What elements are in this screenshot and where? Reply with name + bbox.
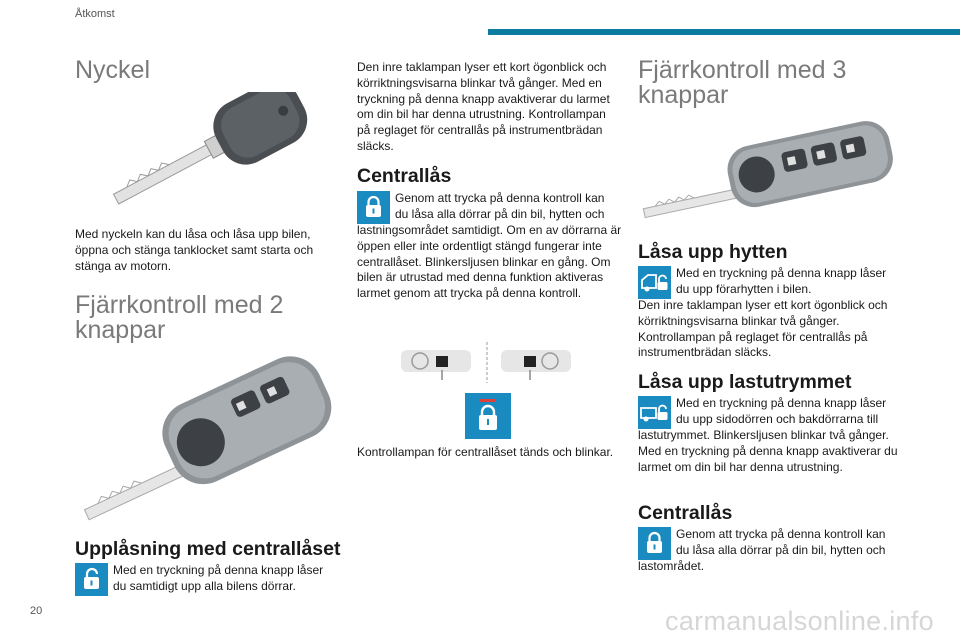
central-lock-2-line2: du låsa alla dörrar på din bil, hytten och bbox=[676, 543, 886, 557]
heading-unlock-central: Upplåsning med centrallåset bbox=[75, 538, 341, 560]
unlock-icon bbox=[75, 563, 108, 596]
central-lock-2-line1: Genom att trycka på denna kontroll kan bbox=[676, 527, 886, 541]
cab-line2: du upp förarhytten i bilen. bbox=[676, 282, 812, 296]
key-illustration bbox=[110, 92, 315, 207]
dashboard-indicator-illustration bbox=[398, 340, 576, 385]
central-lock-indicator-icon bbox=[465, 393, 511, 439]
cab-paragraph: Den inre taklampan lyser ett kort ögonblick och körriktningsvisarna blinkar två gånger. Kontrollampan på reglaget för centrallås på instrumentbrädan släcks. bbox=[638, 298, 888, 360]
remote-3-button-illustration bbox=[638, 120, 900, 220]
cab-line1: Med en tryckning på denna knapp låser bbox=[676, 266, 887, 280]
heading-unlock-cargo: Låsa upp lastutrymmet bbox=[638, 371, 852, 393]
central-lock-2-paragraph: lastområdet. bbox=[638, 559, 705, 573]
cargo-line1: Med en tryckning på denna knapp låser bbox=[676, 396, 887, 410]
remote-2-button-illustration bbox=[75, 352, 337, 522]
header-accent-bar bbox=[488, 29, 960, 35]
key-description: Med nyckeln kan du låsa och låsa upp bilen, öppna och stänga tanklocket samt starta och stänga av motorn. bbox=[75, 227, 314, 273]
unlock-central-line2: du samtidigt upp alla bilens dörrar. bbox=[113, 579, 296, 593]
lock-icon-2 bbox=[638, 527, 671, 560]
title-remote-3-line1: Fjärrkontroll med 3 bbox=[638, 56, 847, 84]
watermark: carmanualsonline.info bbox=[665, 606, 934, 636]
page-number: 20 bbox=[30, 605, 43, 617]
title-remote-2-line2: knappar bbox=[75, 316, 166, 344]
intro-paragraph: Den inre taklampan lyser ett kort ögonblick och körriktningsvisarna blinkar två gånger. Med en tryckning på denna knapp avaktiverar du larmet om din bil har denna utrustning. Kontrollampan på reglaget för centrallås på instrumentbrädan släcks. bbox=[357, 60, 610, 153]
heading-central-lock: Centrallås bbox=[357, 165, 452, 187]
central-lock-line1: Genom att trycka på denna kontroll kan bbox=[395, 191, 605, 205]
cargo-line2: du upp sidodörren och bakdörrarna till bbox=[676, 412, 879, 426]
cargo-paragraph: lastutrymmet. Blinkersljusen blinkar två gånger. Med en tryckning på denna knapp avaktiverar du larmet om din bil har denna utrustning. bbox=[638, 428, 898, 474]
heading-central-lock-2: Centrallås bbox=[638, 502, 733, 524]
lock-icon bbox=[357, 191, 390, 224]
central-lock-line2: du låsa alla dörrar på din bil, hytten och bbox=[395, 207, 605, 221]
cargo-unlock-icon bbox=[638, 396, 671, 429]
running-header: Åtkomst bbox=[75, 8, 115, 20]
central-lock-paragraph: lastningsområdet samtidigt. Om en av dörrarna är öppen eller inte ordentligt stängd fungerar inte centrallåset. Blinkersljusen blinkar en gång. Om bilen är utrustad med denna funktion aktiveras larmet genom att trycka på denna kontroll. bbox=[357, 223, 622, 301]
cab-unlock-icon bbox=[638, 266, 671, 299]
title-key: Nyckel bbox=[75, 56, 151, 84]
heading-unlock-cab: Låsa upp hytten bbox=[638, 241, 788, 263]
title-remote-2-line1: Fjärrkontroll med 2 bbox=[75, 291, 284, 319]
indicator-caption: Kontrollampan för centrallåset tänds och blinkar. bbox=[357, 445, 614, 459]
title-remote-3-line2: knappar bbox=[638, 81, 729, 109]
unlock-central-line1: Med en tryckning på denna knapp låser bbox=[113, 563, 324, 577]
